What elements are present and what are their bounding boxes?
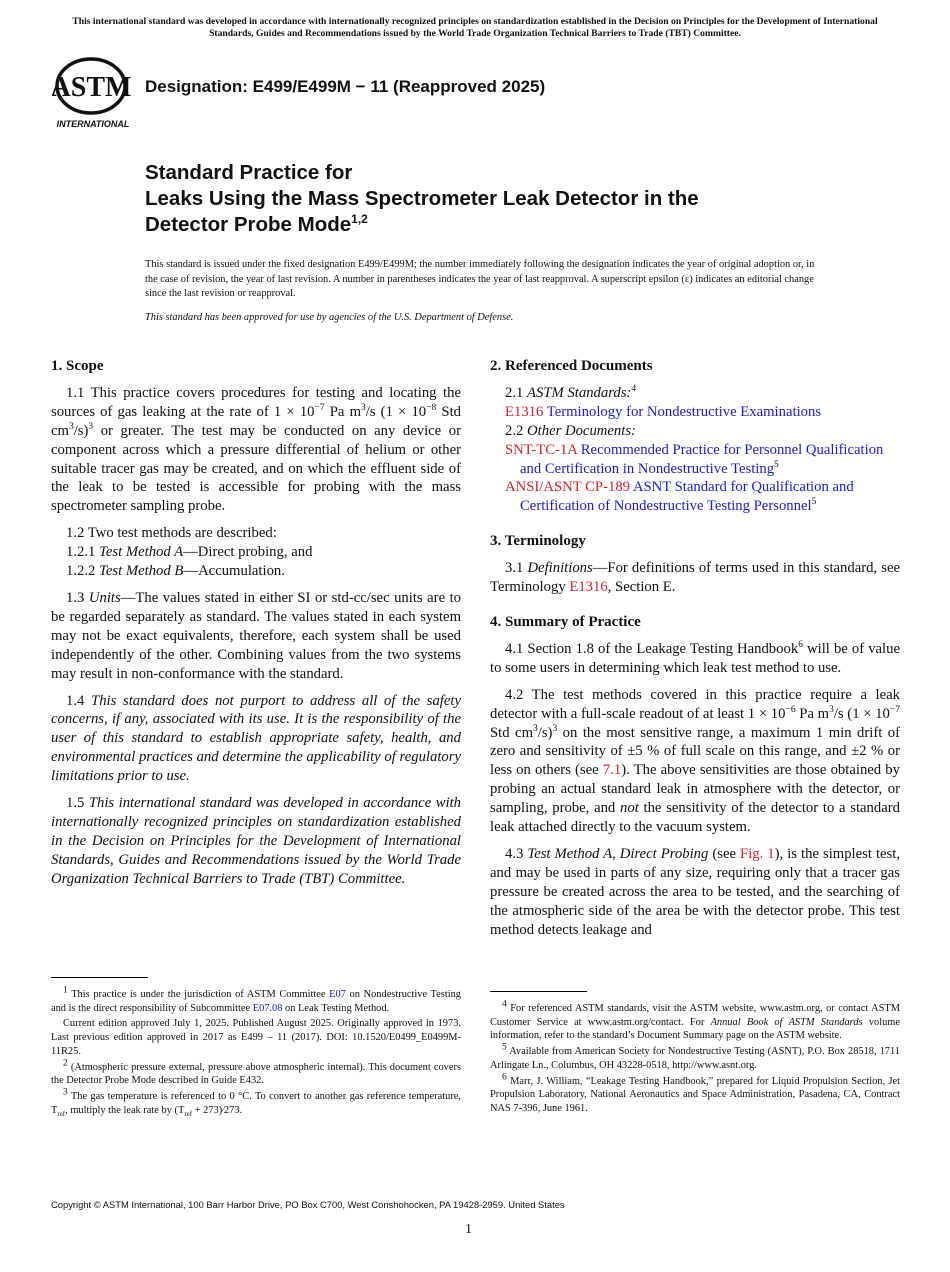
title-line-1: Standard Practice for [145,161,353,184]
title-line-2: Leaks Using the Mass Spectrometer Leak Detector in the [145,187,699,210]
ref-e1316-code[interactable]: E1316 [505,403,544,420]
footnote-2: $^2$ (Atmospheric pressure external, pressure above atmospheric internal). This document covers the Detector Probe Mode described in Guide E432. [51,1058,461,1087]
para-1-1: 1.1 This practice covers procedures for testing and locating the sources of gas leaking at the rate of $1 \times 10^{-7}$ Pa $m^3/s$ ($1 \times 10^{-8}$ Std $cm^3/s)^3$ or greater. The test may be conducted on any device or component across which a pressure differential of helium or other suitable tracer gas may be created, and on which the effluent side of the leak to be tested is accessible for probing with the mass spectrometer sampling probe. [51,384,461,515]
designation: Designation: E499/E499M − 11 (Reapproved 2025) [145,77,546,96]
para-1-5: 1.5 This international standard was developed in accordance with internationally recognized principles on standardization established in the Decision on Principles for the Development of International Standards, Guides and Recommendations issued by the World Trade Organization Technical Barriers to Trade (TBT) Committee. [51,795,461,887]
section-4-heading: 4. Summary of Practice [490,613,641,630]
footnote-6: $^6$ Marr, J. William, “Leakage Testing Handbook,” prepared for Liquid Propulsion Section, Jet Propulsion Laboratory, National Aeronautics and Space Administration, Pasadena, CA, Contract NAS 7-396, June 1961. [490,1072,900,1114]
link-e07-08[interactable]: E07.08 [252,1002,283,1014]
para-3-1: 3.1 Definitions—For definitions of terms used in this standard, see Terminology E1316, Section E. [490,560,901,596]
footnote-1-edition: Current edition approved July 1, 2025. Published August 2025. Originally approved in 1973. Last previous edition approved in 2017 as E499 – 11 (2017). DOI: 10.1520/E0499_E0499M-11R25. [51,1018,461,1057]
section-1-heading: 1. Scope [51,358,104,374]
footnote-4: $^4$ For referenced ASTM standards, visit the ASTM website, www.astm.org, or contact ASTM Customer Service at www.astm.org/contact. For Annual Book of ASTM Standards volume information, refer to the standard’s Document Summary page on the ASTM website. [490,999,900,1042]
title-line-3: Detector Probe Mode$^{1,2}$ [145,212,368,236]
link-e07[interactable]: E07 [329,989,346,1000]
section-2-heading: 2. Referenced Documents [490,358,653,374]
para-1-2: 1.2 Two test methods are described: [66,525,277,542]
ref-snt-title[interactable]: Recommended Practice for Personnel Qualification and Certification in Nondestructive Testing [520,441,884,477]
para-4-1: 4.1 Section 1.8 of the Leakage Testing Handbook$^6$ will be of value to some users in determining which leak test method to use. [490,639,900,676]
top-notice: This international standard was developed in accordance with internationally recognized principles on standardization established in the Decision on Principles for the Development of International Standards, Guides and Recommendations issued by the World Trade Organization Technical Barriers to Trade (TBT) Committee. [72,16,878,39]
ref-snt-code[interactable]: SNT-TC-1A [505,441,578,458]
para-4-2: 4.2 The test methods covered in this practice require a leak detector with a full-scale readout of at least $1 \times 10^{-6}$ Pa $m^3/s$ ($1 \times 10^{-7}$ Std $cm^3/s)^3$ on the most sensitive range, a maximum 1 min drift of zero and sensitivity of ±5 % of full scale on this range, and ±2 % or less on others (see 7.1). The above sensitivities are those obtained by probing an actual standard leak in atmosphere with the detector, or sampling, probe, and not the sensitivity of the detector to a standard leak attached directly to the vacuum system. [490,686,901,836]
footnote-5: $^5$ Available from American Society for Nondestructive Testing (ASNT), P.O. Box 28518, 1711 Arlingate Ln., Columbus, OH 43228-0518, http://www.asnt.org. [490,1042,900,1071]
link-7-1[interactable]: 7.1 [602,762,622,779]
ref-e1316-title[interactable]: Terminology for Nondestructive Examinations [543,403,822,420]
copyright: Copyright © ASTM International, 100 Barr Harbor Drive, PO Box C700, West Conshohocken, PA 19428-2959. United States [51,1199,565,1210]
para-1-3: 1.3 Units—The values stated in either SI or std-cc/sec units are to be regarded separately as standard. The values stated in each system may not be exact equivalents, therefore, each system shall be used independently of the other. Combining values from the two systems may result in non-conformance with the standard. [51,589,462,682]
ref-snt-tc-1a[interactable]: SNT-TC-1A Recommended Practice for Personnel Qualification and Certification in Nondestructive Testing$^5$ [505,441,884,477]
document-title [145,160,845,238]
link-fig-1[interactable]: Fig. 1 [740,845,775,862]
approval-note: This standard has been approved for use by agencies of the U.S. Department of Defense. [145,312,514,323]
footnotes-right [490,999,900,1118]
ref-ansi-asnt[interactable]: ANSI/ASNT CP-189 ASNT Standard for Qualification and Certification of Nondestructive Testing Personnel$^5$ [505,479,854,515]
intro-note: This standard is issued under the fixed designation E499/E499M; the number immediately following the designation indicates the year of original adoption or, in the case of revision, the year of last revision. A number in parentheses indicates the year of last reapproval. A superscript epsilon (ε) indicates an editorial change since the last revision or reapproval. [145,259,815,300]
page-number: 1 [465,1222,472,1237]
para-2-1: 2.1 ASTM Standards:$^4$ [505,384,637,401]
footnote-1: $^1$ This practice is under the jurisdiction of ASTM Committee E07 on Nondestructive Testing and is the direct responsibility of Subcommittee E07.08 on Leak Testing Method. [51,985,461,1014]
astm-logo-icon [52,56,134,132]
ref-ansi-code[interactable]: ANSI/ASNT CP-189 [505,479,631,496]
footnotes-left [51,985,461,1123]
right-column [490,357,900,947]
logo-international: INTERNATIONAL [56,119,130,129]
ref-ansi-title[interactable]: ASNT Standard for Qualification and Certification of Nondestructive Testing Personnel [520,479,854,515]
para-2-2: 2.2 Other Documents: [505,422,636,439]
footnote-3: $^3$ The gas temperature is referenced to 0 °C. To convert to another gas reference temperature, $T_{ref}$, multiply the leak rate by ($T_{ref}$ + 273)⁄273. [51,1087,461,1118]
ref-e1316[interactable] [490,403,900,422]
section-3-heading: 3. Terminology [490,533,586,550]
para-1-2-1: 1.2.1 Test Method A—Direct probing, and [66,544,313,561]
footnote-rule-left [51,977,148,978]
link-e1316[interactable]: E1316 [569,579,608,596]
footnote-rule-right [490,991,587,992]
left-column [51,357,461,897]
para-1-2-2: 1.2.2 Test Method B—Accumulation. [66,563,285,580]
para-4-3: 4.3 Test Method A, Direct Probing (see Fig. 1), is the simplest test, and may be used in parts of any size, requiring only that a tracer gas pressure be created across the area to be tested, and the searching of the atmospheric side of the area be with the detector probe. This test method detects leakage and [490,845,901,938]
astm-logo [52,56,134,132]
logo-letters: ASTM [52,72,132,103]
para-1-4: 1.4 This standard does not purport to address all of the safety concerns, if any, associated with its use. It is the responsibility of the user of this standard to establish appropriate safety, health, and environmental practices and determine the applicability of regulatory limitations prior to use. [51,692,462,785]
